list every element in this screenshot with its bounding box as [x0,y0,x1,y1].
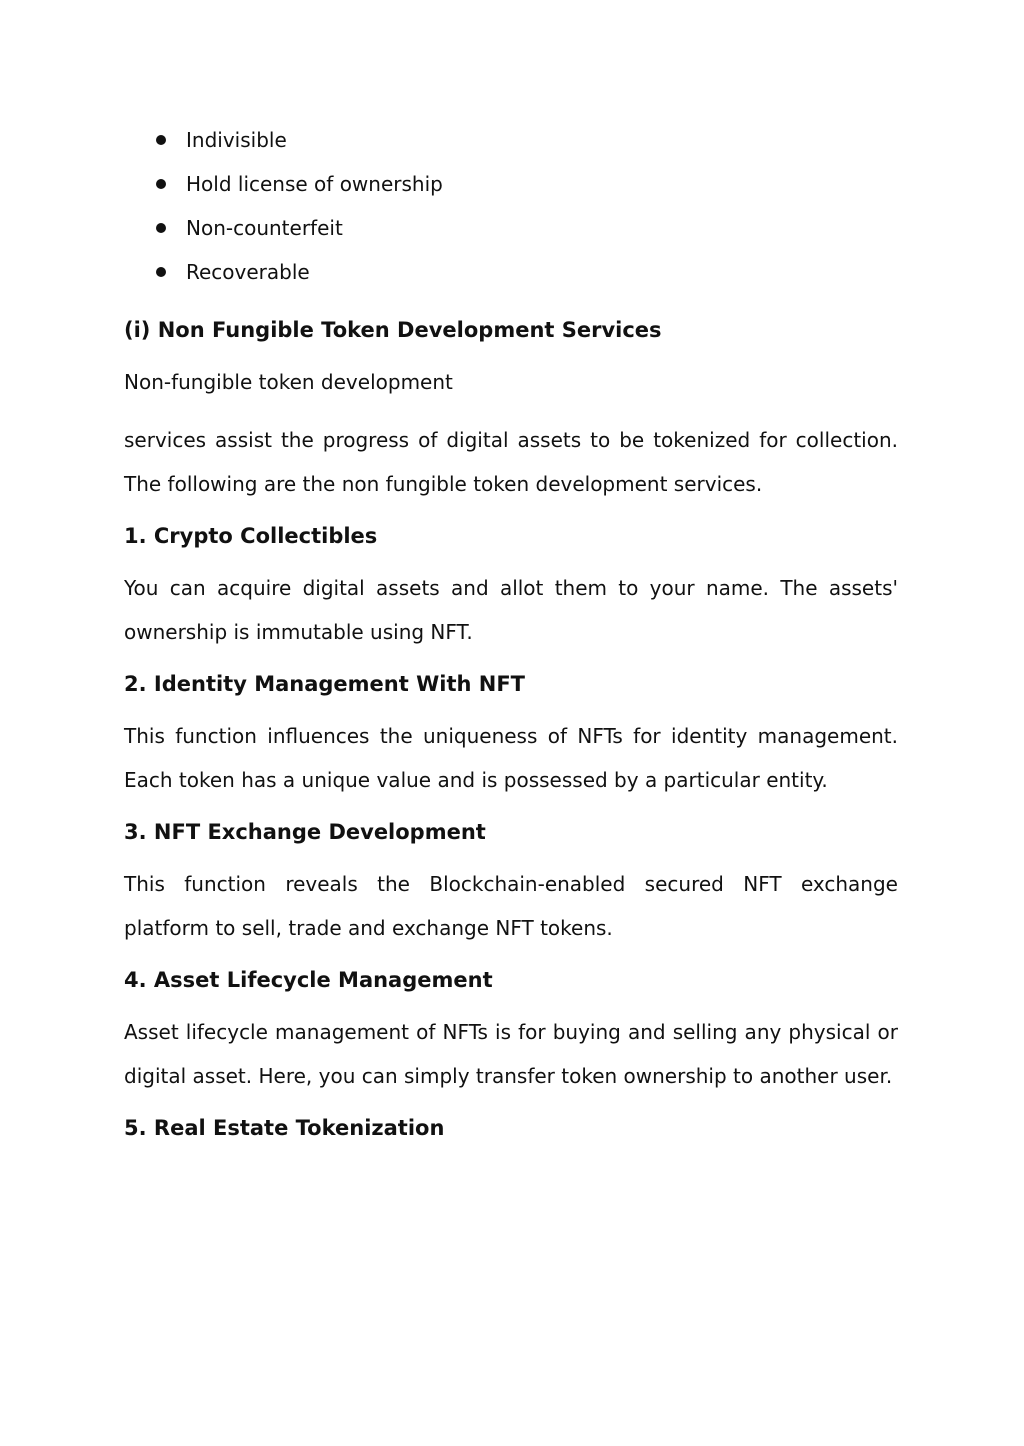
bullet-dot-icon [156,135,166,145]
section-heading: (i) Non Fungible Token Development Services [124,318,662,342]
bullet-item [124,206,898,250]
bullet-item [124,118,898,162]
bullet-dot-icon [156,267,166,277]
item-heading-asset-lifecycle: 4. Asset Lifecycle Management [124,968,493,992]
bullet-text: Recoverable [186,260,310,284]
section-intro-paragraph: services assist the progress of digital assets to be tokenized for collection. The following are the non fungible token development services. [124,428,898,496]
item-heading-nft-exchange: 3. NFT Exchange Development [124,820,486,844]
bullet-text: Hold license of ownership [186,172,443,196]
item-heading-identity-management: 2. Identity Management With NFT [124,672,526,696]
bullet-text: Indivisible [186,128,287,152]
item-text-crypto-collectibles: You can acquire digital assets and allot them to your name. The assets' ownership is immutable using NFT. [124,576,898,644]
bullet-text: Non-counterfeit [186,216,343,240]
bullet-dot-icon [156,223,166,233]
item-heading-real-estate: 5. Real Estate Tokenization [124,1116,445,1140]
bullet-dot-icon [156,179,166,189]
document-body [124,118,898,1143]
item-text-asset-lifecycle: Asset lifecycle management of NFTs is for buying and selling any physical or digital asset. Here, you can simply transfer token ownership to another user. [124,1020,898,1088]
bullet-item [124,250,898,294]
feature-bullet-list [124,118,898,294]
section-intro-line: Non-fungible token development [124,370,453,394]
bullet-item [124,162,898,206]
item-text-identity-management: This function influences the uniqueness of NFTs for identity management. Each token has a unique value and is possessed by a particular entity. [124,724,898,792]
item-heading-crypto-collectibles: 1. Crypto Collectibles [124,524,378,548]
item-text-nft-exchange: This function reveals the Blockchain-enabled secured NFT exchange platform to sell, trade and exchange NFT tokens. [124,872,898,940]
